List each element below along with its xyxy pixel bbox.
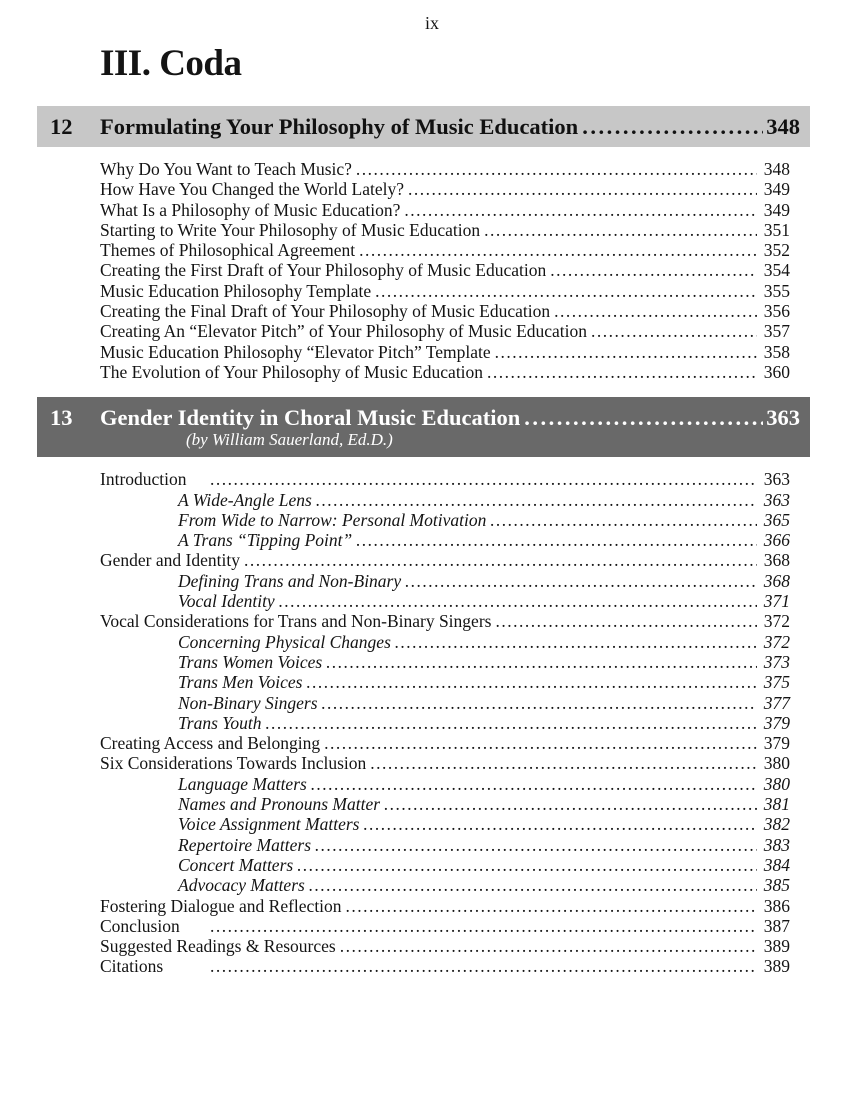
toc-entry-title: Suggested Readings & Resources: [100, 936, 336, 957]
dot-leader: [495, 611, 757, 631]
toc-entry-page: 358: [763, 341, 790, 362]
toc-entry: [100, 936, 790, 956]
dot-leader: [591, 321, 757, 341]
dot-leader: [487, 362, 757, 382]
toc-entry-title: Language Matters: [178, 773, 307, 794]
toc-entry-page: 368: [763, 570, 790, 591]
dot-leader: [363, 814, 757, 834]
toc-entry-title: Vocal Identity: [178, 591, 275, 612]
toc-entry-page: 375: [763, 672, 790, 693]
toc-entry-page: 380: [763, 773, 790, 794]
dot-leader: [484, 220, 757, 240]
dot-leader: [405, 571, 757, 591]
toc-entry-title: Voice Assignment Matters: [178, 814, 360, 835]
toc-entry-page: 357: [763, 321, 790, 342]
chapter-title: Gender Identity in Choral Music Education: [100, 405, 521, 431]
toc-entry-page: 379: [763, 712, 790, 733]
toc-entry-page: 352: [763, 240, 790, 261]
dot-leader: [395, 632, 757, 652]
dot-leader: [356, 159, 757, 179]
dot-leader: [311, 774, 757, 794]
dot-leader: [490, 510, 757, 530]
dot-leader: [326, 652, 757, 672]
toc-entry: [100, 342, 790, 362]
dot-leader: [309, 875, 757, 895]
dot-leader: [316, 490, 757, 510]
toc-entry: [100, 794, 790, 814]
toc-entry-page: 349: [763, 179, 790, 200]
toc-entry-page: 372: [763, 631, 790, 652]
chapters-container: [0, 106, 864, 977]
toc-entry-title: A Trans “Tipping Point”: [178, 530, 353, 551]
toc-entry-page: 356: [763, 301, 790, 322]
toc-entry-page: 372: [763, 611, 790, 632]
toc-entry-title: Music Education Philosophy “Elevator Pitch” Template: [100, 341, 491, 362]
toc-entry: [100, 301, 790, 321]
toc-entry-title: Vocal Considerations for Trans and Non-Binary Singers: [100, 611, 492, 632]
dot-leader: [210, 469, 757, 489]
page-number: ix: [424, 13, 439, 33]
chapter-page: 363: [766, 405, 800, 431]
toc-entry-page: 368: [763, 550, 790, 571]
toc-entry-page: 377: [763, 692, 790, 713]
toc-entry: [100, 672, 790, 692]
toc-entry: [100, 469, 790, 489]
toc-entry: [100, 159, 790, 179]
toc-entry: [100, 240, 790, 260]
toc-entry-title: Trans Men Voices: [178, 672, 303, 693]
toc-entry-page: 355: [763, 280, 790, 301]
chapter-block-12: [0, 106, 864, 382]
toc-entry-title: Six Considerations Towards Inclusion: [100, 753, 367, 774]
toc-entry: [100, 362, 790, 382]
toc-entry-page: 373: [763, 651, 790, 672]
toc-entry-page: 371: [763, 591, 790, 612]
dot-leader: [359, 240, 757, 260]
toc-entry-page: 387: [763, 915, 790, 936]
dot-leader: [324, 733, 757, 753]
dot-leader: [356, 530, 757, 550]
toc-entry: [100, 571, 790, 591]
toc-entry: [100, 896, 790, 916]
toc-entry-title: Gender and Identity: [100, 550, 240, 571]
toc-entry-page: 385: [763, 875, 790, 896]
toc-entry-page: 384: [763, 854, 790, 875]
dot-leader: [346, 896, 757, 916]
toc-entry-title: Creating An “Elevator Pitch” of Your Philosophy of Music Education: [100, 321, 588, 342]
toc-entry-title: Trans Women Voices: [178, 651, 323, 672]
toc-entry: [100, 855, 790, 875]
toc-entry-page: 381: [763, 794, 790, 815]
toc-entry: [100, 753, 790, 773]
toc-entry: [100, 632, 790, 652]
toc-entry: [100, 693, 790, 713]
toc-entry-title: What Is a Philosophy of Music Education?: [100, 199, 401, 220]
toc-entry-title: From Wide to Narrow: Personal Motivation: [178, 509, 487, 530]
toc-entry: [100, 490, 790, 510]
chapter-number: 13: [50, 405, 73, 431]
toc-entry-title: Repertoire Matters: [178, 834, 312, 855]
chapter-subtitle: (by William Sauerland, Ed.D.): [186, 430, 393, 450]
toc-entry-title: Trans Youth: [178, 712, 262, 733]
chapter-entries: [100, 469, 790, 976]
toc-entry: [100, 916, 790, 936]
toc-entry: [100, 591, 790, 611]
dot-leader: [279, 591, 757, 611]
toc-entry-page: 366: [763, 530, 790, 551]
toc-entry: [100, 200, 790, 220]
toc-entry-page: 363: [763, 469, 790, 490]
dot-leader: [315, 835, 757, 855]
chapter-block-13: [0, 397, 864, 976]
toc-entry: [100, 179, 790, 199]
dot-leader: [297, 855, 757, 875]
toc-entry: [100, 611, 790, 631]
toc-entry-title: Creating the First Draft of Your Philosophy of Music Education: [100, 260, 547, 281]
toc-entry: [100, 652, 790, 672]
part-title: III. Coda: [100, 43, 242, 84]
toc-entry-page: 365: [763, 509, 790, 530]
dot-leader: [582, 112, 763, 141]
toc-entry-page: 386: [763, 895, 790, 916]
toc-entry: [100, 733, 790, 753]
toc-entry: [100, 713, 790, 733]
toc-entry-page: 379: [763, 733, 790, 754]
dot-leader: [306, 672, 757, 692]
toc-entry-title: Conclusion: [100, 915, 180, 936]
dot-leader: [244, 550, 757, 570]
dot-leader: [210, 956, 757, 976]
toc-entry: [100, 835, 790, 855]
toc-entry-title: Advocacy Matters: [178, 875, 305, 896]
toc-entry-title: Creating the Final Draft of Your Philosophy of Music Education: [100, 301, 551, 322]
dot-leader: [210, 916, 757, 936]
chapter-number: 12: [50, 114, 73, 139]
dot-leader: [370, 753, 757, 773]
toc-entry-title: A Wide-Angle Lens: [178, 489, 312, 510]
dot-leader: [495, 342, 757, 362]
dot-leader: [375, 281, 757, 301]
toc-entry-title: Music Education Philosophy Template: [100, 280, 372, 301]
toc-entry-page: 389: [763, 936, 790, 957]
toc-entry: [100, 260, 790, 280]
toc-entry-title: Fostering Dialogue and Reflection: [100, 895, 342, 916]
toc-entry-title: Concerning Physical Changes: [178, 631, 391, 652]
chapter-page: 348: [766, 114, 800, 139]
dot-leader: [550, 260, 757, 280]
toc-entry-page: 383: [763, 834, 790, 855]
toc-entry-page: 349: [763, 199, 790, 220]
toc-entry-title: Introduction: [100, 469, 187, 490]
chapter-title: Formulating Your Philosophy of Music Education: [100, 114, 579, 139]
toc-entry: [100, 510, 790, 530]
toc-entry-page: 354: [763, 260, 790, 281]
toc-entry-title: Themes of Philosophical Agreement: [100, 240, 356, 261]
toc-entry-title: Starting to Write Your Philosophy of Music Education: [100, 219, 481, 240]
dot-leader: [340, 936, 757, 956]
toc-entry-title: Citations: [100, 956, 164, 977]
toc-entry: [100, 281, 790, 301]
chapter-heading: [37, 397, 810, 457]
toc-entry-title: The Evolution of Your Philosophy of Music Education: [100, 361, 484, 382]
toc-entry: [100, 550, 790, 570]
toc-entry-title: How Have You Changed the World Lately?: [100, 179, 404, 200]
toc-entry-page: 348: [763, 159, 790, 179]
chapter-heading-line: [50, 112, 800, 141]
toc-entry-page: 389: [763, 956, 790, 977]
toc-entry-title: Names and Pronouns Matter: [178, 794, 381, 815]
toc-entry: [100, 220, 790, 240]
dot-leader: [524, 403, 763, 432]
toc-entry: [100, 956, 790, 976]
toc-entry-page: 363: [763, 489, 790, 510]
dot-leader: [384, 794, 757, 814]
toc-entry: [100, 875, 790, 895]
toc-entry: [100, 814, 790, 834]
toc-entry-title: Non-Binary Singers: [178, 692, 318, 713]
toc-entry-title: Defining Trans and Non-Binary: [178, 570, 402, 591]
toc-entry: [100, 321, 790, 341]
toc-entry-page: 360: [763, 361, 790, 382]
chapter-heading-line: [50, 403, 800, 432]
toc-entry-title: Concert Matters: [178, 854, 294, 875]
dot-leader: [404, 200, 757, 220]
toc-entry-page: 382: [763, 814, 790, 835]
dot-leader: [554, 301, 757, 321]
toc-entry-title: Creating Access and Belonging: [100, 733, 321, 754]
dot-leader: [322, 693, 757, 713]
toc-entry: [100, 530, 790, 550]
chapter-heading: [37, 106, 810, 147]
toc-entry-title: Why Do You Want to Teach Music?: [100, 159, 352, 179]
chapter-entries: [100, 159, 790, 382]
dot-leader: [266, 713, 757, 733]
toc-entry-page: 351: [763, 219, 790, 240]
toc-entry-page: 380: [763, 753, 790, 774]
dot-leader: [408, 179, 757, 199]
toc-entry: [100, 774, 790, 794]
